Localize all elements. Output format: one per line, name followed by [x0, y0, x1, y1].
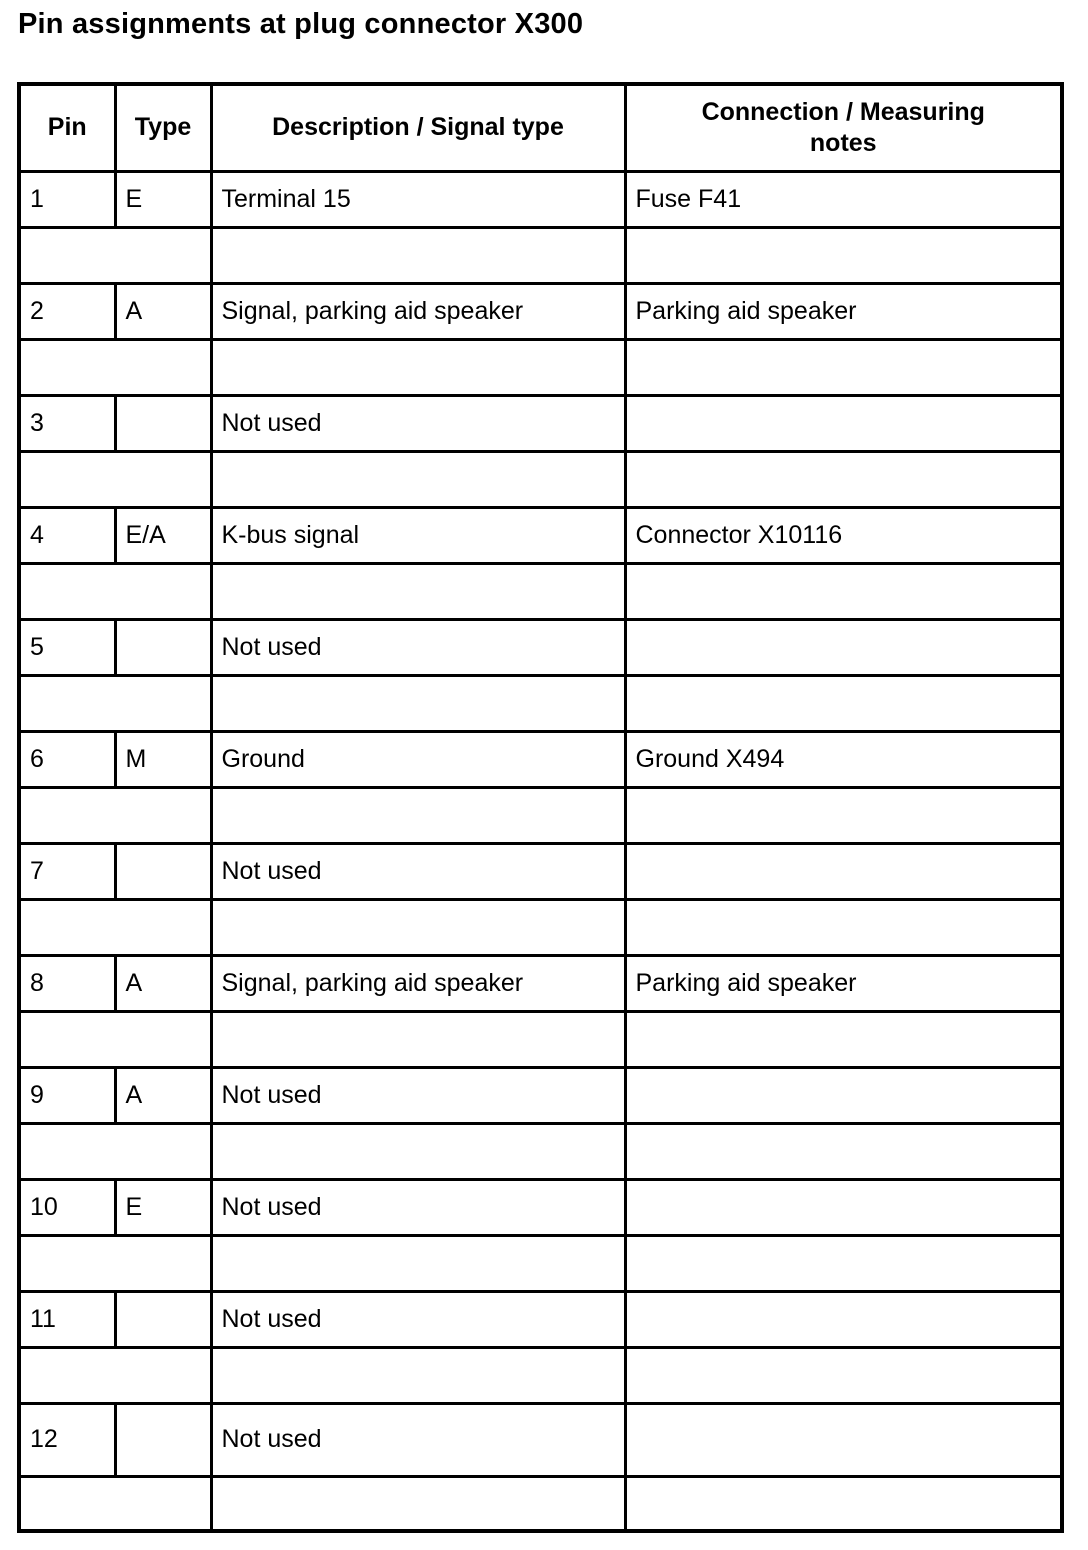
cell-notes: Parking aid speaker [625, 955, 1062, 1011]
spacer-cell [19, 675, 211, 731]
cell-type [115, 1403, 211, 1476]
spacer-cell [625, 227, 1062, 283]
cell-notes [625, 1291, 1062, 1347]
table-row [19, 1067, 1062, 1123]
spacer-cell [211, 1476, 625, 1531]
spacer-cell [19, 1123, 211, 1179]
header-notes: Connection / Measuring notes [625, 84, 1062, 171]
spacer-cell [625, 1123, 1062, 1179]
spacer-cell [625, 563, 1062, 619]
cell-description: Not used [211, 619, 625, 675]
spacer-cell [19, 1347, 211, 1403]
spacer-cell [19, 227, 211, 283]
cell-type [115, 395, 211, 451]
cell-type: A [115, 283, 211, 339]
spacer-cell [211, 787, 625, 843]
cell-notes [625, 395, 1062, 451]
spacer-cell [625, 1011, 1062, 1067]
cell-description: Signal, parking aid speaker [211, 283, 625, 339]
spacer-cell [211, 1235, 625, 1291]
cell-type: A [115, 955, 211, 1011]
cell-notes: Connector X10116 [625, 507, 1062, 563]
cell-type: A [115, 1067, 211, 1123]
spacer-cell [211, 1347, 625, 1403]
spacer-cell [625, 1476, 1062, 1531]
spacer-cell [211, 227, 625, 283]
cell-pin: 11 [19, 1291, 115, 1347]
cell-description: Not used [211, 1179, 625, 1235]
cell-type: E/A [115, 507, 211, 563]
cell-description: Signal, parking aid speaker [211, 955, 625, 1011]
cell-pin: 10 [19, 1179, 115, 1235]
cell-description: Terminal 15 [211, 171, 625, 227]
cell-description: Not used [211, 1403, 625, 1476]
table-header-row [19, 84, 1062, 171]
table-spacer-row [19, 1347, 1062, 1403]
cell-pin: 6 [19, 731, 115, 787]
cell-type: M [115, 731, 211, 787]
cell-pin: 3 [19, 395, 115, 451]
cell-pin: 5 [19, 619, 115, 675]
cell-pin: 12 [19, 1403, 115, 1476]
header-description: Description / Signal type [211, 84, 625, 171]
cell-pin: 8 [19, 955, 115, 1011]
cell-pin: 4 [19, 507, 115, 563]
table-spacer-row [19, 1123, 1062, 1179]
spacer-cell [625, 451, 1062, 507]
table-spacer-row [19, 1011, 1062, 1067]
cell-pin: 9 [19, 1067, 115, 1123]
spacer-cell [625, 787, 1062, 843]
header-type: Type [115, 84, 211, 171]
cell-notes [625, 619, 1062, 675]
cell-notes [625, 1067, 1062, 1123]
cell-notes: Fuse F41 [625, 171, 1062, 227]
cell-description: Not used [211, 395, 625, 451]
table-spacer-row [19, 899, 1062, 955]
cell-description: K-bus signal [211, 507, 625, 563]
table-row [19, 395, 1062, 451]
table-row [19, 1403, 1062, 1476]
cell-notes [625, 1179, 1062, 1235]
pin-assignment-table [17, 82, 1064, 1533]
spacer-cell [19, 339, 211, 395]
table-row [19, 283, 1062, 339]
table-spacer-row [19, 451, 1062, 507]
spacer-cell [211, 899, 625, 955]
table-spacer-row [19, 563, 1062, 619]
spacer-cell [211, 563, 625, 619]
spacer-cell [19, 899, 211, 955]
table-spacer-row [19, 787, 1062, 843]
spacer-cell [19, 1235, 211, 1291]
table-spacer-row [19, 339, 1062, 395]
table-row [19, 619, 1062, 675]
cell-type [115, 619, 211, 675]
table-body [19, 171, 1062, 1531]
cell-description: Not used [211, 1067, 625, 1123]
spacer-cell [19, 563, 211, 619]
cell-pin: 1 [19, 171, 115, 227]
spacer-cell [19, 451, 211, 507]
spacer-cell [211, 675, 625, 731]
spacer-cell [625, 339, 1062, 395]
cell-pin: 7 [19, 843, 115, 899]
cell-description: Not used [211, 843, 625, 899]
cell-notes: Ground X494 [625, 731, 1062, 787]
table-spacer-row [19, 675, 1062, 731]
table-row [19, 731, 1062, 787]
cell-description: Ground [211, 731, 625, 787]
spacer-cell [19, 787, 211, 843]
cell-type: E [115, 1179, 211, 1235]
table-row [19, 955, 1062, 1011]
table-spacer-row [19, 227, 1062, 283]
table-row [19, 843, 1062, 899]
page-title: Pin assignments at plug connector X300 [18, 8, 584, 40]
cell-notes [625, 1403, 1062, 1476]
spacer-cell [625, 899, 1062, 955]
spacer-cell [625, 675, 1062, 731]
table-row [19, 1179, 1062, 1235]
table-row [19, 507, 1062, 563]
spacer-cell [19, 1011, 211, 1067]
header-pin: Pin [19, 84, 115, 171]
cell-type [115, 843, 211, 899]
spacer-cell [211, 1011, 625, 1067]
spacer-cell [19, 1476, 211, 1531]
table-spacer-row [19, 1235, 1062, 1291]
cell-notes: Parking aid speaker [625, 283, 1062, 339]
spacer-cell [625, 1347, 1062, 1403]
table-row [19, 171, 1062, 227]
cell-type: E [115, 171, 211, 227]
table-row [19, 1291, 1062, 1347]
cell-notes [625, 843, 1062, 899]
spacer-cell [211, 451, 625, 507]
table-spacer-row [19, 1476, 1062, 1531]
cell-description: Not used [211, 1291, 625, 1347]
spacer-cell [211, 339, 625, 395]
spacer-cell [211, 1123, 625, 1179]
spacer-cell [625, 1235, 1062, 1291]
cell-pin: 2 [19, 283, 115, 339]
cell-type [115, 1291, 211, 1347]
